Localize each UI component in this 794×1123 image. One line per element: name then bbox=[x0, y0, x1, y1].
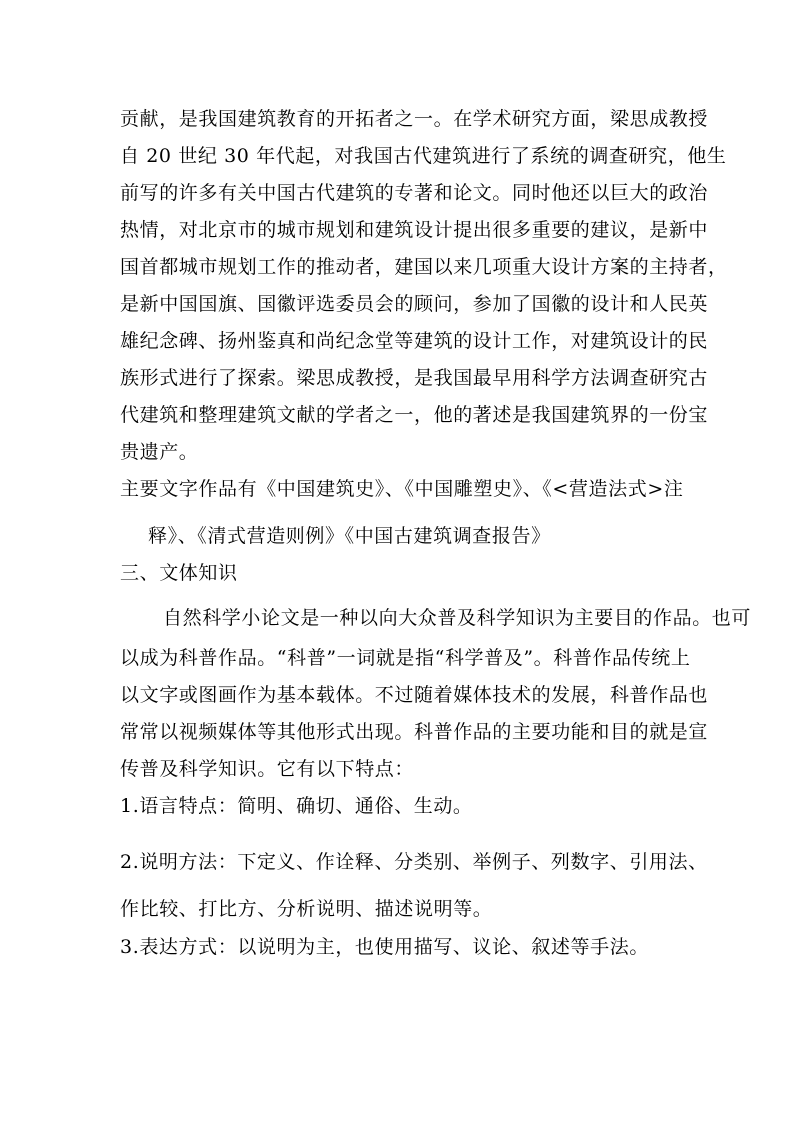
paragraph-line: 传普及科学知识。它有以下特点： bbox=[120, 758, 415, 780]
works-line: 主要文字作品有《中国建筑史》、《中国雕塑史》、《<营造法式>注 bbox=[120, 478, 684, 500]
list-item: 作比较、打比方、分析说明、描述说明等。 bbox=[120, 898, 493, 920]
list-item: 2.说明方法：下定义、作诠释、分类别、举例子、列数字、引用法、 bbox=[120, 851, 708, 873]
paragraph-line: 贵遗产。 bbox=[120, 441, 199, 463]
paragraph-line: 热情，对北京市的城市规划和建筑设计提出很多重要的建议，是新中 bbox=[120, 219, 709, 241]
section-heading: 三、文体知识 bbox=[120, 562, 238, 584]
paragraph-line: 前写的许多有关中国古代建筑的专著和论文。同时他还以巨大的政治 bbox=[120, 182, 709, 204]
paragraph-line: 自然科学小论文是一种以向大众普及科学知识为主要目的作品。也可 bbox=[163, 607, 752, 629]
paragraph-line: 以成为科普作品。“科普”一词就是指“科学普及”。科普作品传统上 bbox=[120, 647, 691, 669]
paragraph-line: 雄纪念碑、扬州鉴真和尚纪念堂等建筑的设计工作，对建筑设计的民 bbox=[120, 330, 709, 352]
paragraph-line: 自 20 世纪 30 年代起，对我国古代建筑进行了系统的调查研究，他生 bbox=[120, 145, 727, 167]
paragraph-line: 是新中国国旗、国徽评选委员会的顾问，参加了国徽的设计和人民英 bbox=[120, 293, 709, 315]
paragraph-line: 族形式进行了探索。梁思成教授，是我国最早用科学方法调查研究古 bbox=[120, 367, 709, 389]
paragraph-line: 国首都城市规划工作的推动者，建国以来几项重大设计方案的主持者， bbox=[120, 256, 728, 278]
paragraph-line: 代建筑和整理建筑文献的学者之一，他的著述是我国建筑界的一份宝 bbox=[120, 404, 709, 426]
paragraph-line: 贡献，是我国建筑教育的开拓者之一。在学术研究方面，梁思成教授 bbox=[120, 108, 709, 130]
list-item: 1.语言特点：简明、确切、通俗、生动。 bbox=[120, 795, 473, 817]
works-line: 释》、《清式营造则例》《中国古建筑调查报告》 bbox=[148, 525, 551, 547]
list-item: 3.表达方式：以说明为主，也使用描写、议论、叙述等手法。 bbox=[120, 936, 649, 958]
paragraph-line: 以文字或图画作为基本载体。不过随着媒体技术的发展，科普作品也 bbox=[120, 684, 709, 706]
paragraph-line: 常常以视频媒体等其他形式出现。科普作品的主要功能和目的就是宣 bbox=[120, 721, 709, 743]
